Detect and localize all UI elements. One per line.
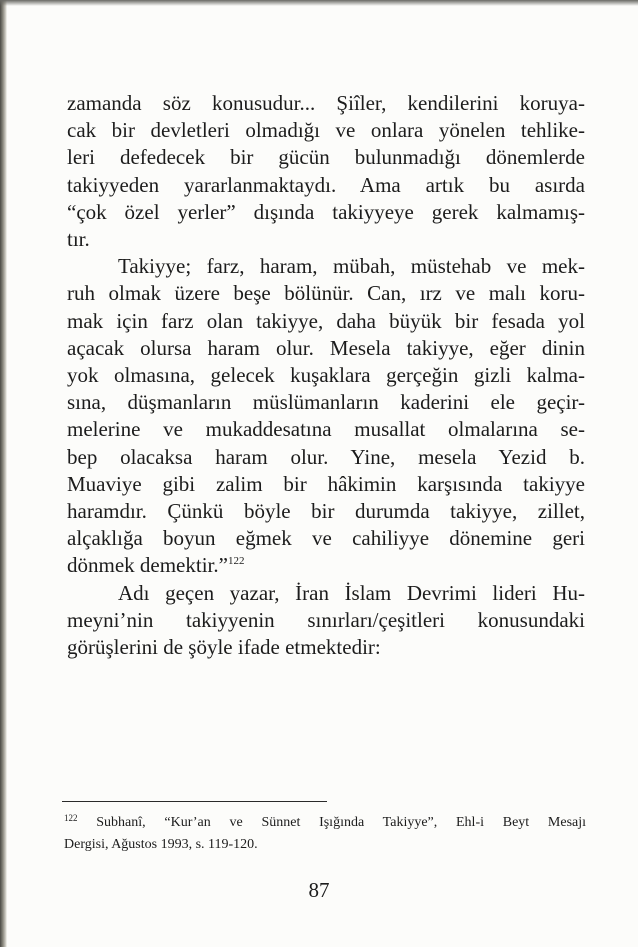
text-line: takiyyeden yararlanmaktaydı. Ama artık bu asırda [67, 172, 585, 197]
footnote-number: 122 [64, 813, 78, 823]
text-line: bep olacaksa haram olur. Yine, mesela Yezid b. [67, 444, 585, 469]
footnote-line [64, 812, 586, 834]
text-line: “çok özel yerler” dışında takiyyeye gerek kalmamış- [67, 199, 585, 224]
book-spine-shadow [0, 0, 7, 947]
text-line: haramdır. Çünkü böyle bir durumda takiyye, zillet, [67, 499, 585, 524]
text-line: alçaklığa boyun eğmek ve cahiliyye dönemine geri [67, 526, 585, 551]
text-line: görüşlerini de şöyle ifade etmektedir: [67, 635, 381, 660]
text-line: sına, düşmanların müslümanların kaderini ele geçir- [67, 390, 585, 415]
page-number: 87 [308, 878, 330, 902]
text-line: Takiyye; farz, haram, mübah, müstehab ve mek- [118, 254, 585, 279]
text-line: meyni’nin takiyyenin sınırları/çeşitleri konusundaki [67, 607, 585, 632]
text-line: Muaviye gibi zalim bir hâkimin karşısında takiyye [67, 471, 585, 496]
footnote-separator [62, 801, 327, 802]
paragraph-2 [67, 253, 585, 579]
text-line: yok olmasına, gelecek kuşaklara gerçeğin gizli kalma- [67, 363, 585, 388]
text-line: mak için farz olan takiyye, daha büyük bir fesada yol [67, 308, 585, 333]
text-line: cak bir devletleri olmadığı ve onlara yönelen tehlike- [67, 118, 585, 143]
body-text [67, 90, 585, 661]
text-line: ruh olmak üzere beşe bölünür. Can, ırz ve malı koru- [67, 281, 585, 306]
text-line: melerine ve mukaddesatına musallat olmalarına se- [67, 417, 585, 442]
text-line: dönmek demektir.” [67, 553, 228, 578]
text-line: zamanda söz konusudur... Şiîler, kendilerini koruya- [67, 91, 585, 115]
paragraph-3 [67, 580, 585, 662]
text-line: leri defedecek bir gücün bulunmadığı dönemlerde [67, 145, 585, 170]
text-line-with-footnote-ref [67, 552, 585, 579]
page-top-edge [0, 0, 638, 6]
footnote-reference[interactable]: 122 [227, 555, 245, 568]
footnote-text: Subhanî, “Kur’an ve Sünnet Işığında Takiyye”, Ehl-i Beyt Mesajı [96, 815, 587, 830]
text-line: açacak olursa haram olur. Mesela takiyye, eğer dinin [67, 335, 585, 360]
paragraph-1 [67, 90, 585, 253]
text-line: Adı geçen yazar, İran İslam Devrimi lideri Hu- [118, 580, 585, 605]
footnote [64, 812, 586, 856]
footnote-line: Dergisi, Ağustos 1993, s. 119-120. [64, 837, 258, 852]
text-line: tır. [67, 227, 90, 252]
